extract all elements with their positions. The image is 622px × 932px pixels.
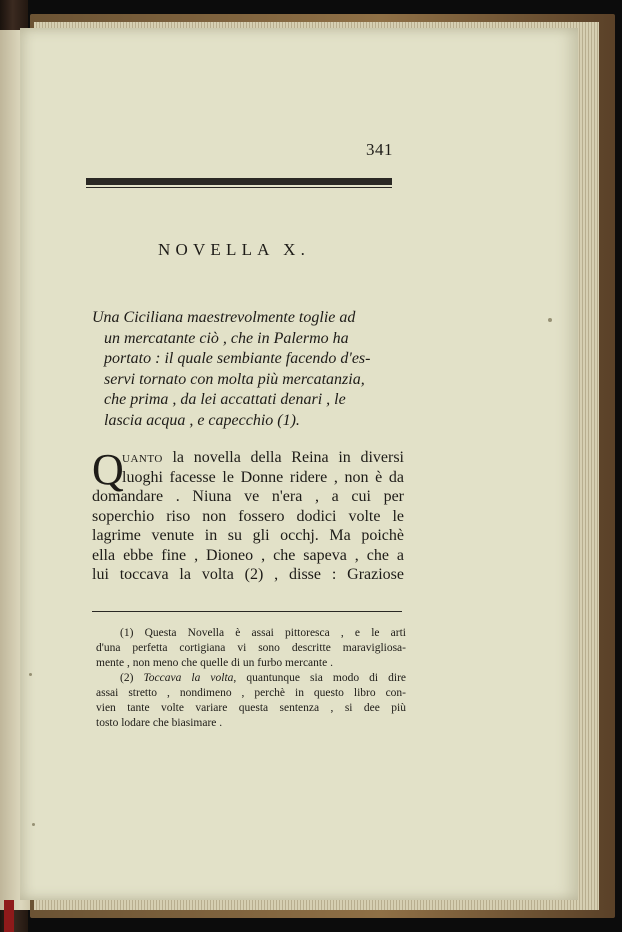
novella-title: NOVELLA X. — [158, 240, 311, 259]
summary-line: un mercatante ciò , che in Palermo ha — [104, 329, 349, 347]
body-line: soperchio riso non fossero dodici volte le — [92, 507, 404, 525]
summary-line: che prima , da lei accattati denari , le — [104, 391, 346, 408]
foxing-spot — [548, 318, 552, 322]
summary-line: Una Ciciliana maestrevolmente toglie ad — [92, 309, 356, 326]
first-word: uanto — [122, 449, 163, 466]
summary-line: servi tornato con molta più mercatanzia, — [104, 370, 365, 388]
body-line: luoghi facesse le Donne ridere , non è da — [122, 468, 404, 486]
page-number: 341 — [366, 140, 393, 159]
footnote-line: (1) Questa Novella è assai pittoresca , e le arti — [120, 627, 406, 639]
bookmark-ribbon — [4, 900, 14, 932]
header-rule — [86, 178, 392, 185]
footnote-line: assai stretto , nondimeno , perchè in questo libro con- — [96, 687, 406, 699]
footnote-rule — [92, 611, 402, 612]
footnote-marker: (2) — [120, 672, 144, 684]
book-page — [20, 28, 578, 900]
foxing-spot — [29, 673, 32, 676]
footnote-line: d'una perfetta cortigiana vi sono descritte maravigliosa- — [96, 642, 406, 654]
summary-line: portato : il quale sembiante facendo d'es- — [104, 350, 371, 367]
body-line-text: la novella della Reina in diversi — [162, 449, 404, 466]
footnote-line — [96, 671, 406, 686]
drop-cap: Q — [92, 445, 124, 494]
body-line: domandare . Niuna ve n'era , a cui per — [92, 488, 404, 505]
footnotes — [96, 626, 406, 731]
footnote-line: mente , non meno che quelle di un furbo mercante . — [96, 657, 333, 669]
body-line: lagrime venute in su gli occhj. Ma poichè — [92, 527, 404, 544]
footnote-line: tosto lodare che biasimare . — [96, 717, 223, 729]
footnote-line: vien tante volte variare questa sentenza , si dee più — [96, 702, 406, 714]
novella-summary — [92, 308, 402, 431]
body-text — [92, 445, 404, 585]
body-line: lui toccava la volta (2) , disse : Graziose — [92, 566, 404, 583]
foxing-spot — [32, 823, 35, 826]
summary-line: lascia acqua , e capecchio (1). — [104, 411, 300, 429]
footnote-text: , quantunque sia modo di dire — [233, 672, 406, 684]
body-line — [92, 448, 404, 468]
body-line: ella ebbe fine , Dioneo , che sapeva , che a — [92, 546, 404, 564]
footnote-italic: Toccava la volta — [143, 672, 234, 684]
